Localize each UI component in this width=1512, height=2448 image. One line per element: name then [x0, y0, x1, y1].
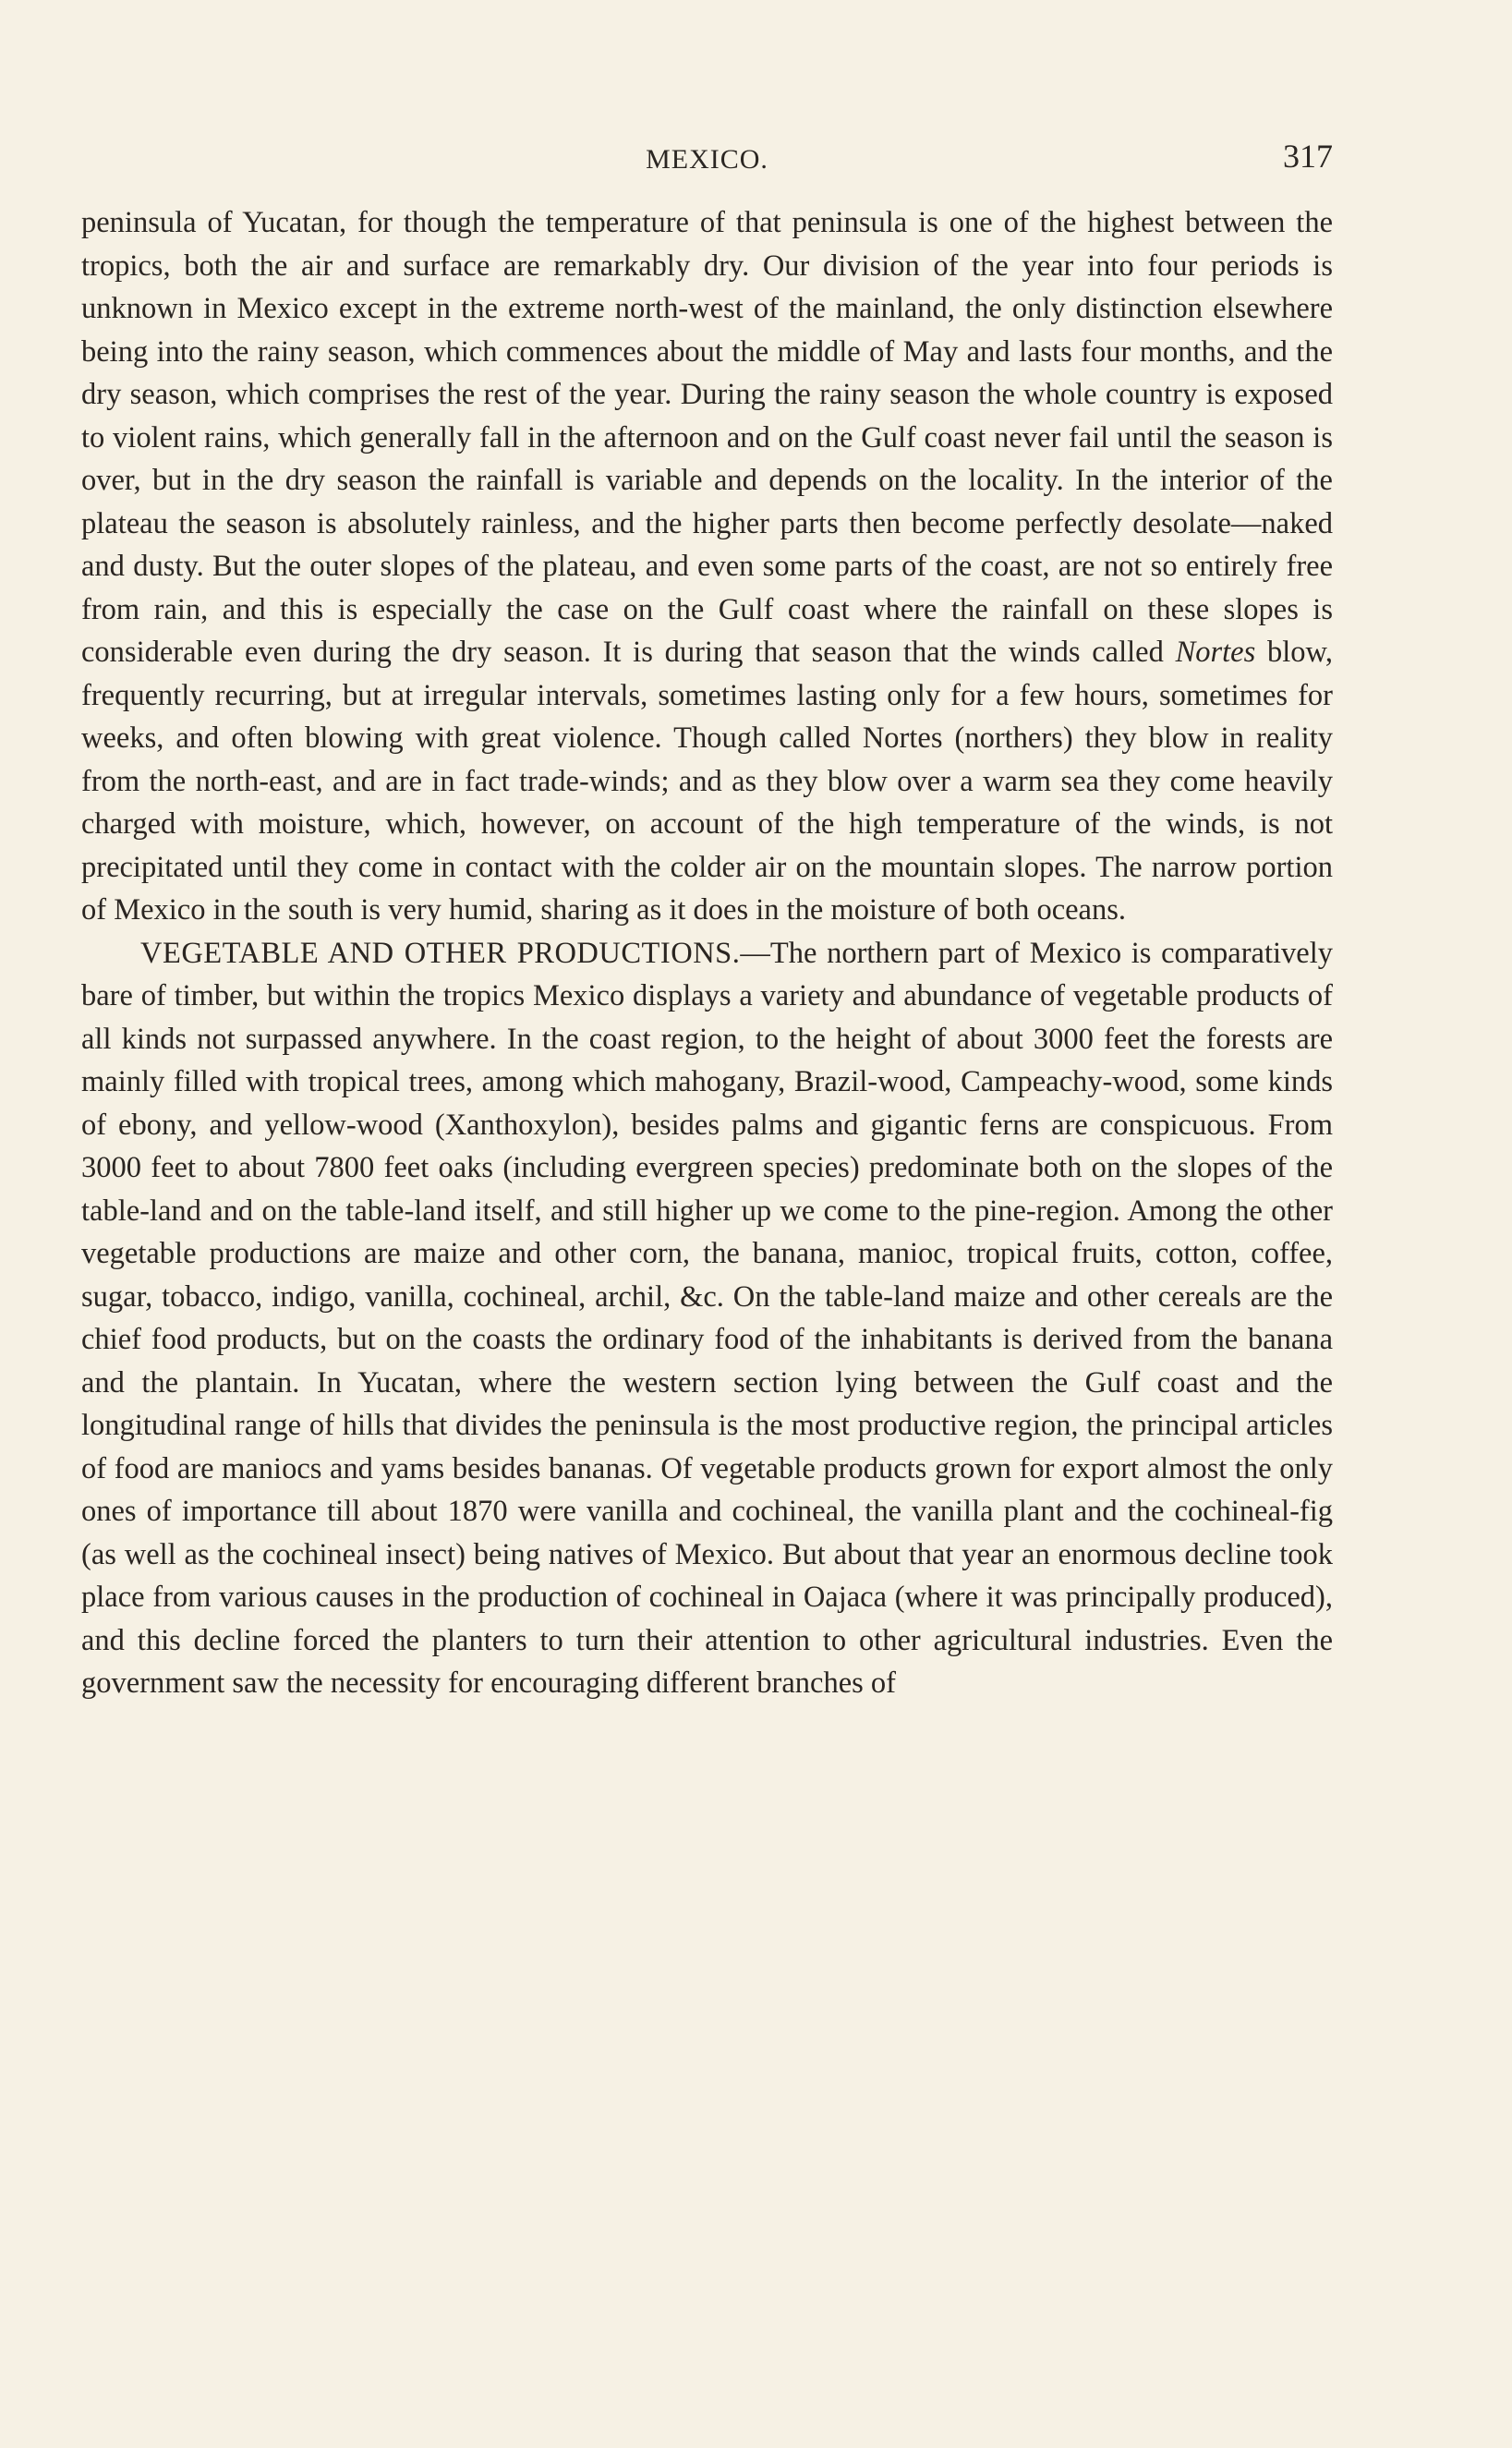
- running-title: MEXICO.: [646, 144, 768, 175]
- paragraph-climate-text-2: blow, frequently recurring, but at irregular intervals, sometimes lasting only for a few hours, sometimes for weeks, and often blowing with great violence. Though called Nortes (northers) they blow in reality from the north-east, and are in fact trade-winds; and as they blow over a warm sea they come heavily charged with moisture, which, however, on account of the high temperature of the winds, is not precipitated until they come in contact with the colder air on the mountain slopes. The narrow portion of Mexico in the south is very humid, sharing as it does in the moisture of both oceans.: [81, 636, 1334, 927]
- page-number: 317: [1283, 138, 1333, 175]
- paragraph-productions-text: —The northern part of Mexico is comparatively bare of timber, but within the tropics Mexico displays a variety and abundance of vegetable products of all kinds not surpassed anywhere. In the coast region, to the height of about 3000 feet the forests are mainly filled with tropical trees, among which mahogany, Brazil-wood, Campeachy-wood, some kinds of ebony, and yellow-wood (Xanthoxylon), besides palms and gigantic ferns are conspicuous. From 3000 feet to about 7800 feet oaks (including evergreen species) predominate both on the slopes of the table-land and on the table-land itself, and still higher up we come to the pine-region. Among the other vegetable productions are maize and other corn, the banana, manioc, tropical fruits, cotton, coffee, sugar, tobacco, indigo, vanilla, cochineal, archil, &c. On the table-land maize and other cereals are the chief food products, but on the coasts the ordinary food of the inhabitants is derived from the banana and the plantain. In Yucatan, where the western section lying between the Gulf coast and the longitudinal range of hills that divides the peninsula is the most productive region, the principal articles of food are maniocs and yams besides bananas. Of vegetable products grown for export almost the only ones of importance till about 1870 were vanilla and cochineal, the vanilla plant and the cochineal-fig (as well as the cochineal insect) being natives of Mexico. But about that year an enormous decline took place from various causes in the production of cochineal in Oajaca (where it was principally produced), and this decline forced the planters to turn their attention to other agricultural industries. Even the government saw the necessity for encouraging different branches of: [81, 936, 1333, 1700]
- paragraph-climate-text-1: peninsula of Yucatan, for though the temperature of that peninsula is one of the highest between the tropics, both the air and surface are remarkably dry. Our division of the year into four periods is unknown in Mexico except in the extreme north-west of the mainland, the only distinction elsewhere being into the rainy season, which commences about the middle of May and lasts four months, and the dry season, which comprises the rest of the year. During the rainy season the whole country is exposed to violent rains, which generally fall in the afternoon and on the Gulf coast never fail until the season is over, but in the dry season the rainfall is variable and depends on the locality. In the interior of the plateau the season is absolutely rainless, and the higher parts then become perfectly desolate—naked and dusty. But the outer slopes of the plateau, and even some parts of the coast, are not so entirely free from rain, and this is especially the case on the Gulf coast where the rainfall on these slopes is considerable even during the dry season. It is during that season that the winds called: [81, 206, 1333, 669]
- paragraph-productions: [81, 932, 1333, 1705]
- running-head: [81, 137, 1333, 183]
- italic-term-nortes: Nortes: [1175, 636, 1256, 669]
- paragraph-climate: [81, 201, 1333, 932]
- section-heading: VEGETABLE AND OTHER PRODUCTIONS.: [140, 936, 741, 970]
- body-text: [81, 201, 1333, 1705]
